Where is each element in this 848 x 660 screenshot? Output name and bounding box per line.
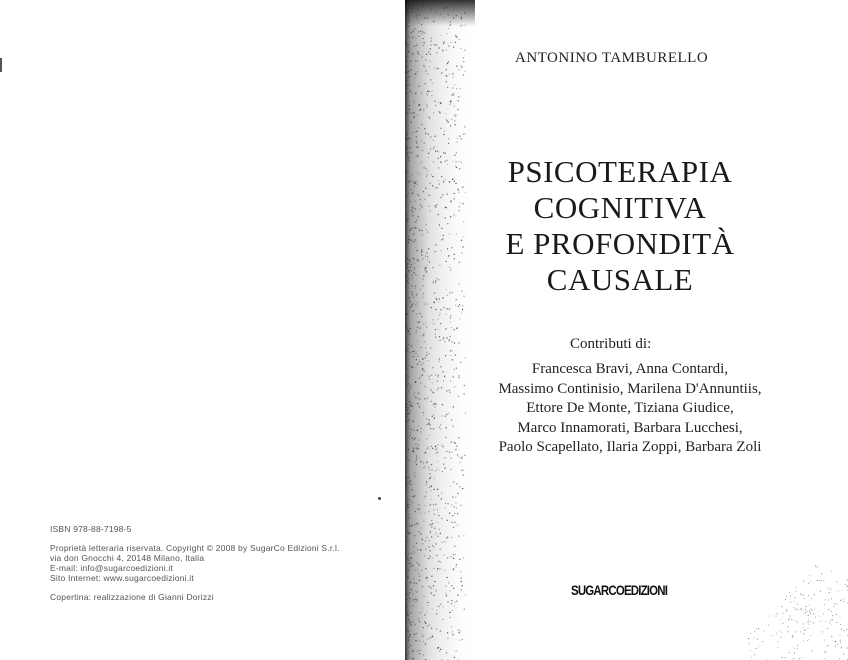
corner-stipple bbox=[745, 565, 848, 660]
contributor-line: Francesca Bravi, Anna Contardi, bbox=[531, 361, 729, 377]
copyright-line: via don Gnocchi 4, 20148 Milano, Italia bbox=[50, 553, 205, 563]
copyright-line: E-mail: info@sugarcoedizioni.it bbox=[50, 563, 174, 573]
title-line: PSICOTERAPIA bbox=[507, 154, 733, 189]
author-name: ANTONINO TAMBURELLO bbox=[515, 50, 709, 66]
title-line: CAUSALE bbox=[546, 262, 694, 297]
contributor-line: Paolo Scapellato, Ilaria Zoppi, Barbara Zoli bbox=[498, 439, 762, 455]
cover-credit: Copertina: realizzazione di Gianni Dorizzi bbox=[50, 592, 214, 602]
margin-mark bbox=[0, 58, 2, 72]
title-line: COGNITIVA bbox=[533, 190, 707, 225]
left-page bbox=[0, 0, 410, 660]
copyright-line: Proprietà letteraria riservata. Copyright © 2008 by SugarCo Edizioni S.r.l. bbox=[50, 543, 340, 553]
isbn: ISBN 978-88-7198-5 bbox=[50, 524, 132, 534]
colophon bbox=[50, 524, 340, 602]
contributions-label: Contributi di: bbox=[570, 336, 652, 352]
publisher-logo: SUGARCOEDIZIONI bbox=[571, 582, 668, 598]
speck bbox=[378, 497, 381, 500]
right-page bbox=[410, 0, 848, 660]
title-line: E PROFONDITÀ bbox=[505, 226, 735, 261]
contributor-line: Marco Innamorati, Barbara Lucchesi, bbox=[517, 419, 743, 436]
contributor-line: Ettore De Monte, Tiziana Giudice, bbox=[526, 400, 734, 416]
spine-shadow bbox=[405, 0, 475, 660]
book-title bbox=[470, 154, 770, 298]
copyright-line: Sito Internet: www.sugarcoedizioni.it bbox=[50, 573, 194, 583]
contributor-line: Massimo Continisio, Marilena D'Annuntiis, bbox=[498, 380, 762, 397]
contributors-list bbox=[460, 360, 800, 458]
